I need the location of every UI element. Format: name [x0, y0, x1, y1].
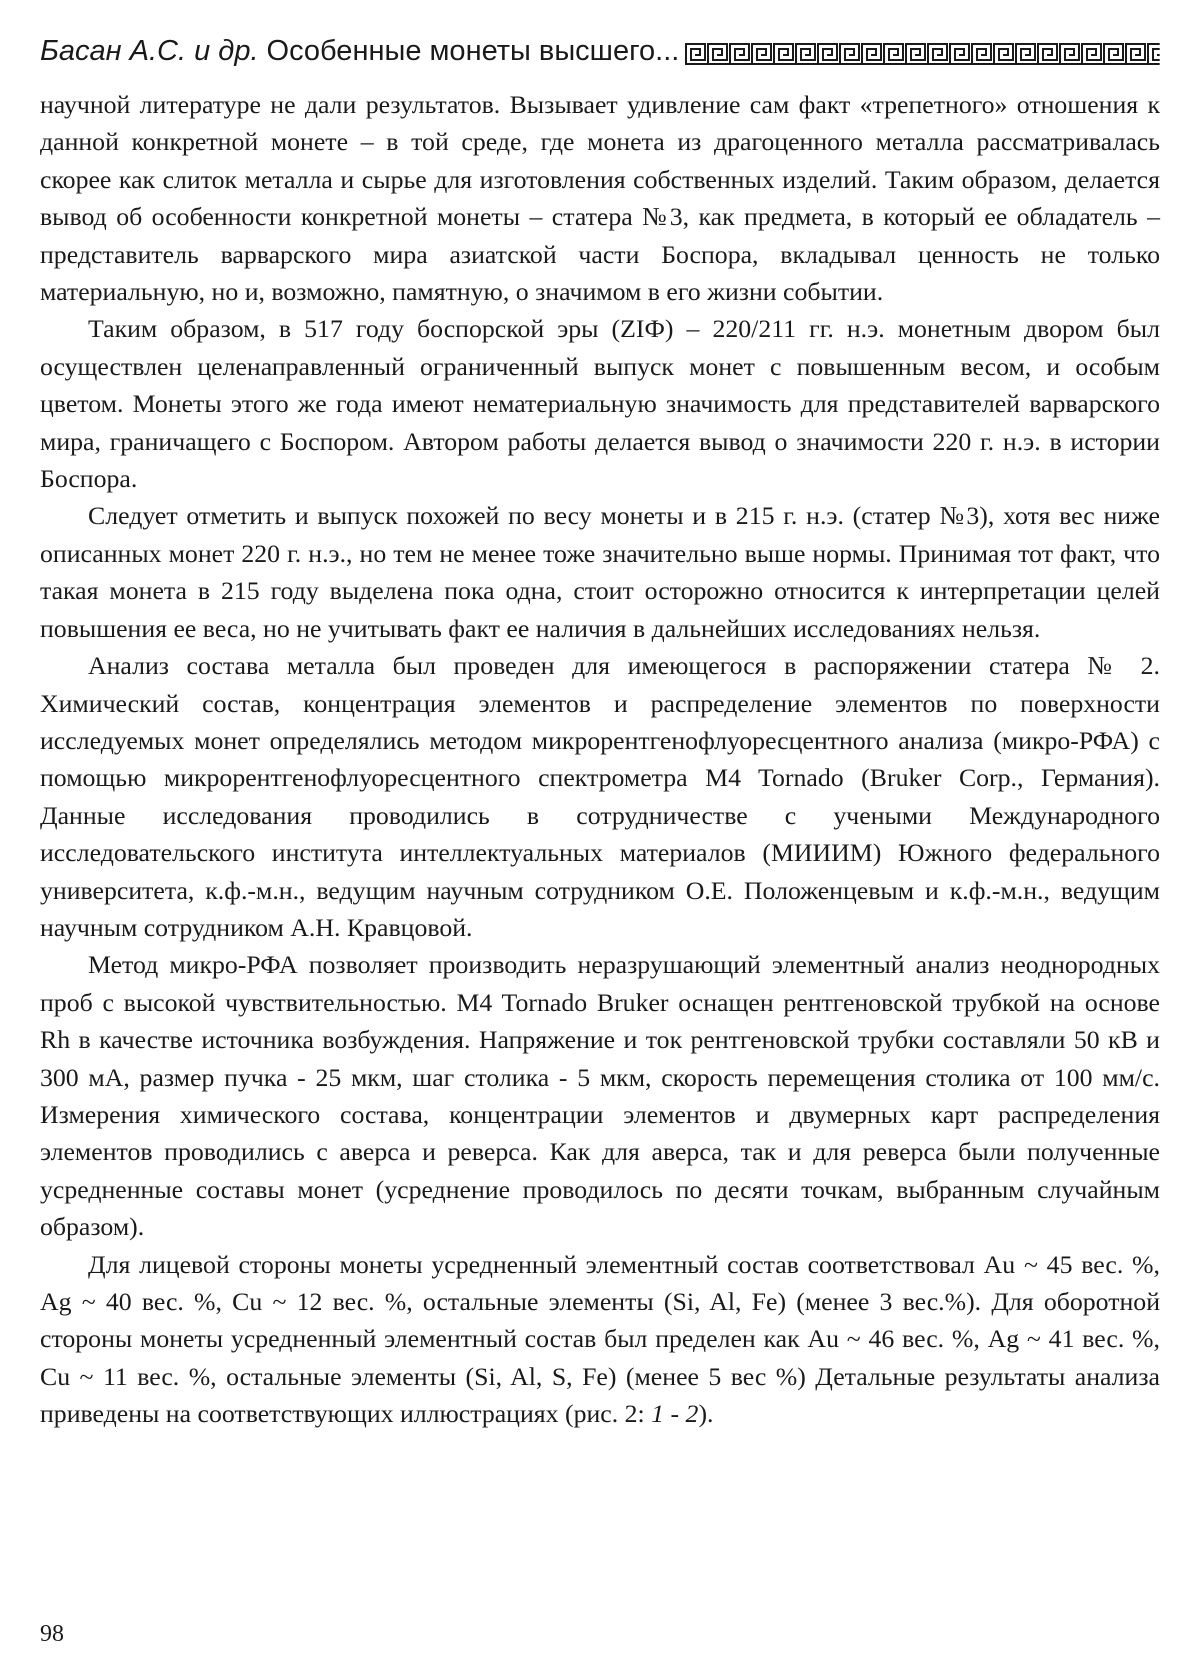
paragraph: Анализ состава металла был проведен для имеющегося в распоряжении статера № 2. Химический состав, концентрация элементов и распределение элементов по поверхности исследуемых монет определялись методом микрорентгенофлуоресцентного анализа (микро-РФА) с помощью микрорентгенофлуоресцентного спектрометра M4 Tornado (Bruker Corp., Германия). Данные исследования проводились в сотрудничестве с учеными Международного исследовательского института интеллектуальных материалов (МИИИМ) Южного федерального университета, к.ф.-м.н., ведущим научным сотрудником О.Е. Положенцевым и к.ф.-м.н., ведущим научным сотрудником А.Н. Кравцовой. [40, 651, 1160, 942]
article-body [40, 86, 1160, 1433]
page [40, 28, 1160, 1648]
paragraph: Метод микро-РФА позволяет производить неразрушающий элементный анализ неоднородных проб с высокой чувствительностью. M4 Tornado Bruker оснащен рентгеновской трубкой на основе Rh в качестве источника возбуждения. Напряжение и ток рентгеновской трубки составляли 50 кВ и 300 мА, размер пучка - 25 мкм, шаг столика - 5 мкм, скорость перемещения столика от 100 мм/с. Измерения химического состава, концентрации элементов и двумерных карт распределения элементов проводились с аверса и реверса. Как для аверса, так и для реверса были полученные усредненные составы монет (усреднение проводилось по десяти точкам, выбранным случайным образом). [40, 950, 1160, 1242]
header-authors: Басан А.С. и др. [40, 35, 259, 67]
paragraph-last [40, 1246, 1160, 1433]
paragraph: Таким образом, в 517 году боспорской эры (ZIФ) – 220/211 гг. н.э. монетным двором был осуществлен целенаправленный ограниченный выпуск монет с повышенным весом, и особым цветом. Монеты этого же года имеют нематериальную значимость для представителей варварского мира, граничащего с Боспором. Автором работы делается вывод о значимости 220 г. н.э. в истории Боспора. [40, 314, 1160, 494]
header-title: Особенные монеты высшего... [266, 35, 680, 67]
page-number: 98 [40, 1621, 64, 1647]
greek-key-ornament-icon [685, 43, 1160, 65]
paragraph: научной литературе не дали результатов. Вызывает удивление сам факт «трепетного» отношения к данной конкретной монете – в той среде, где монета из драгоценного металла рассматривалась скорее как слиток металла и сырье для изготовления собственных изделий. Таким образом, делается вывод об особенности конкретной монеты – статера №3, как предмета, в который ее обладатель – представитель варварского мира азиатской части Боспора, вкладывал ценность не только материальную, но и, возможно, памятную, о значимом в его жизни событии. [40, 90, 1160, 307]
figure-reference: 1 - 2 [651, 1399, 699, 1429]
running-header [40, 28, 1160, 74]
paragraph-text: Для лицевой стороны монеты усредненный элементный состав соответствовал Au ~ 45 вес. %, Ag ~ 40 вес. %, Cu ~ 12 вес. %, остальные элементы (Si, Al, Fe) (менее 3 вес.%). Для оборотной стороны монеты усредненный элементный состав был пределен как Au ~ 46 вес. %, Ag ~ 41 вес. %, Cu ~ 11 вес. %, остальные элементы (Si, Al, S, Fe) (менее 5 вес %) Детальные результаты анализа приведены на соответствующих иллюстрациях (рис. 2: [40, 1249, 1160, 1429]
figure-reference-close: ). [698, 1399, 714, 1429]
paragraph: Следует отметить и выпуск похожей по весу монеты и в 215 г. н.э. (статер №3), хотя вес ниже описанных монет 220 г. н.э., но тем не менее тоже значительно выше нормы. Принимая тот факт, что такая монета в 215 году выделена пока одна, стоит осторожно относится к интерпретации целей повышения ее веса, но не учитывать факт ее наличия в дальнейших исследованиях нельзя. [40, 501, 1160, 643]
